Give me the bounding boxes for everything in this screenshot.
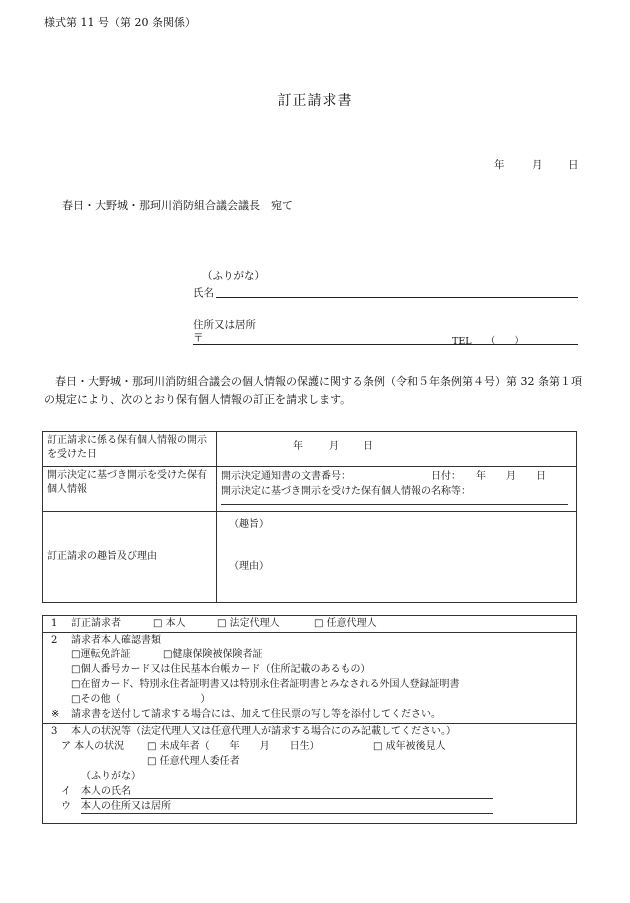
checkbox-my-number-card[interactable]: □個人番号カード又は住民基本台帳カード（住所記載のあるもの） — [71, 664, 371, 675]
checkbox-legal-agent[interactable]: □ 法定代理人 — [217, 618, 280, 629]
note-mark: ※ — [51, 709, 60, 720]
address-input-line[interactable] — [193, 344, 578, 345]
form-number: 様式第 11 号（第 20 条関係） — [44, 16, 196, 29]
disclosure-year: 年 — [293, 441, 303, 452]
info-name-label: 開示決定に基づき開示を受けた保有個人情報の名称等： — [221, 486, 471, 497]
addressee: 春日・大野城・那珂川消防組合議会議長 宛て — [62, 199, 293, 212]
divider — [43, 632, 576, 633]
purpose-reason-field[interactable] — [217, 512, 577, 603]
note-text: 請求書を送付して請求する場合には、加えて住民票の写し等を添付してください。 — [71, 709, 441, 720]
subject-address-line[interactable] — [81, 813, 493, 814]
subject-address-label: 本人の住所又は居所 — [81, 801, 171, 812]
name-label: 氏名 — [193, 287, 214, 299]
subject-name-line[interactable] — [81, 798, 493, 799]
checkbox-principal[interactable]: □ 任意代理人委任者 — [147, 756, 240, 767]
page-title: 訂正請求書 — [277, 93, 353, 109]
intro-text: 春日・大野城・那珂川消防組合議会の個人情報の保護に関する条例（令和５年条例第４号）第 32 条第１項の規定により、次のとおり保有個人情報の訂正を請求します。 — [44, 375, 582, 406]
disclosure-date-field[interactable] — [217, 432, 577, 467]
date-month-label: 月 — [532, 159, 543, 171]
tel-label: TEL （ ） — [452, 336, 524, 347]
reason-label: （理由） — [229, 561, 269, 572]
section1-number: 1 — [51, 618, 58, 629]
section1-label: 訂正請求者 — [71, 618, 121, 629]
checkbox-residence-card[interactable]: □在留カード、特別永住者証明書又は特別永住者証明書とみなされる外国人登録証明書 — [71, 679, 460, 690]
furigana-label: （ふりがな） — [202, 270, 265, 282]
divider — [43, 723, 576, 724]
subject-name-mark: イ — [61, 786, 71, 797]
disclosure-day: 日 — [363, 441, 373, 452]
name-input-line[interactable] — [216, 297, 578, 298]
date-day-label: 日 — [568, 159, 579, 171]
checkbox-other[interactable]: □その他（ ） — [71, 694, 211, 705]
info-name-line[interactable] — [221, 504, 568, 505]
checkbox-health-insurance[interactable]: □健康保険被保険者証 — [163, 649, 263, 660]
checkbox-minor[interactable]: □ 未成年者（ 年 月 日生） — [147, 741, 320, 752]
doc-date-label: 日付： 年 月 日 — [431, 471, 546, 482]
disclosed-info-label: 開示決定に基づき開示を受けた保有個人情報 — [43, 467, 217, 512]
purpose-reason-label: 訂正請求の趣旨及び理由 — [43, 512, 217, 603]
section3-number: 3 — [51, 726, 58, 737]
subject-name-label: 本人の氏名 — [81, 786, 131, 797]
disclosure-date-label: 訂正請求に係る保有個人情報の開示を受けた日 — [43, 432, 217, 467]
postal-mark: 〒 — [193, 332, 204, 344]
checkbox-drivers-license[interactable]: □運転免許証 — [71, 649, 131, 660]
disclosure-month: 月 — [329, 441, 339, 452]
section3-label: 本人の状況等（法定代理人又は任意代理人が請求する場合にのみ記載してください。） — [71, 726, 456, 737]
address-label: 住所又は居所 — [193, 319, 256, 331]
checkbox-self[interactable]: □ 本人 — [153, 618, 186, 629]
checkbox-adult-ward[interactable]: □ 成年被後見人 — [373, 741, 446, 752]
subject-address-mark: ウ — [61, 801, 71, 812]
disclosed-info-field[interactable] — [217, 467, 577, 512]
purpose-label: （趣旨） — [229, 519, 269, 530]
date-year-label: 年 — [494, 159, 505, 171]
requester-info-section — [42, 615, 577, 824]
section2-label: 請求者本人確認書類 — [71, 635, 161, 646]
checkbox-voluntary-agent[interactable]: □ 任意代理人 — [314, 618, 377, 629]
subject-status-label: ア 本人の状況 — [61, 741, 125, 752]
section2-number: 2 — [51, 635, 58, 646]
request-details-table — [42, 431, 577, 603]
doc-number-label: 開示決定通知書の文書番号： — [221, 471, 351, 482]
subject-furigana-label: （ふりがな） — [81, 771, 141, 782]
